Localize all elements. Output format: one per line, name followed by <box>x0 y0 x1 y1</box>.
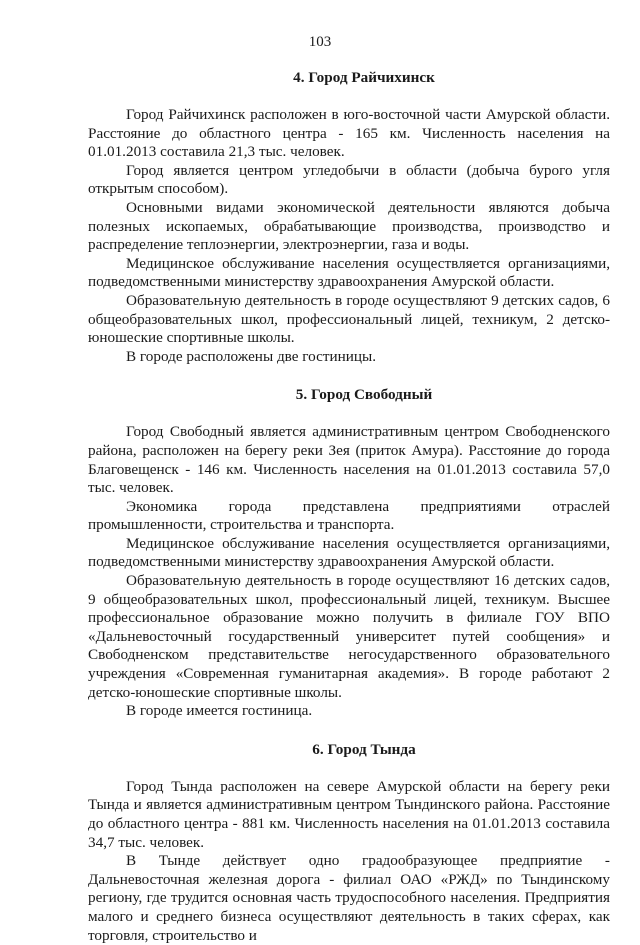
paragraph: Медицинское обслуживание населения осуществляется организациями, подведомственными министерству здравоохранения Амурской области. <box>88 534 610 571</box>
paragraph: В городе имеется гостиница. <box>126 702 313 720</box>
section-raichikhinsk <box>88 68 610 366</box>
paragraph: Образовательную деятельность в городе осуществляют 16 детских садов, 9 общеобразовательных школ, профессиональный лицей, техникум. Высшее профессиональное образование можно получить в филиале ГОУ ВПО «Дальневосточный государственный университет путей сообщения» и Свободненском представительстве негосударственного образовательного учреждения «Современная гуманитарная академия». В городе работают 2 детско-юношеские спортивные школы. <box>88 572 610 701</box>
section-gap <box>88 721 610 740</box>
paragraph: В Тынде действует одно градообразующее предприятие - Дальневосточная железная дорога - филиал ОАО «РЖД» по Тындинскому региону, где трудится основная часть трудоспособного населения. Предприятия малого и среднего бизнеса осуществляют деятельность в таких сферах, как торговля, строительство и <box>88 852 610 944</box>
section-title: 6. Город Тында <box>312 740 416 758</box>
section-title: 4. Город Райчихинск <box>293 69 435 86</box>
section-tynda <box>88 740 610 945</box>
paragraph: В городе расположены две гостиницы. <box>126 347 376 365</box>
paragraph: Город является центром угледобычи в области (добыча бурого угля открытым способом). <box>88 161 610 198</box>
page-number: 103 <box>308 34 332 50</box>
document-body <box>88 68 610 945</box>
section-title: 5. Город Свободный <box>295 386 433 404</box>
paragraph: Город Райчихинск расположен в юго-восточной части Амурской области. Расстояние до областного центра - 165 км. Численность населения на 01.01.2013 составила 21,3 тыс. человек. <box>88 106 610 161</box>
section-svobodny <box>88 385 610 721</box>
paragraph: Город Свободный является административным центром Свободненского района, расположен на берегу реки Зея (приток Амура). Расстояние до города Благовещенск - 146 км. Численность населения на 01.01.2013 составила 57,0 тыс. человек. <box>88 423 610 497</box>
section-gap <box>88 366 610 385</box>
paragraph: Образовательную деятельность в городе осуществляют 9 детских садов, 6 общеобразовательных школ, профессиональный лицей, техникум, 2 детско-юношеские спортивные школы. <box>88 291 610 347</box>
paragraph: Экономика города представлена предприятиями отраслей промышленности, строительства и транспорта. <box>88 497 610 534</box>
paragraph: Город Тында расположен на севере Амурской области на берегу реки Тында и является административным центром Тындинского района. Расстояние до областного центра - 881 км. Численность населения на 01.01.2013 составила 34,7 тыс. человек. <box>88 777 610 851</box>
paragraph: Основными видами экономической деятельности являются добыча полезных ископаемых, обрабатывающие производства, производство и распределение теплоэнергии, электроэнергии, газа и воды. <box>88 198 610 254</box>
paragraph: Медицинское обслуживание населения осуществляется организациями, подведомственными министерству здравоохранения Амурской области. <box>88 254 610 291</box>
